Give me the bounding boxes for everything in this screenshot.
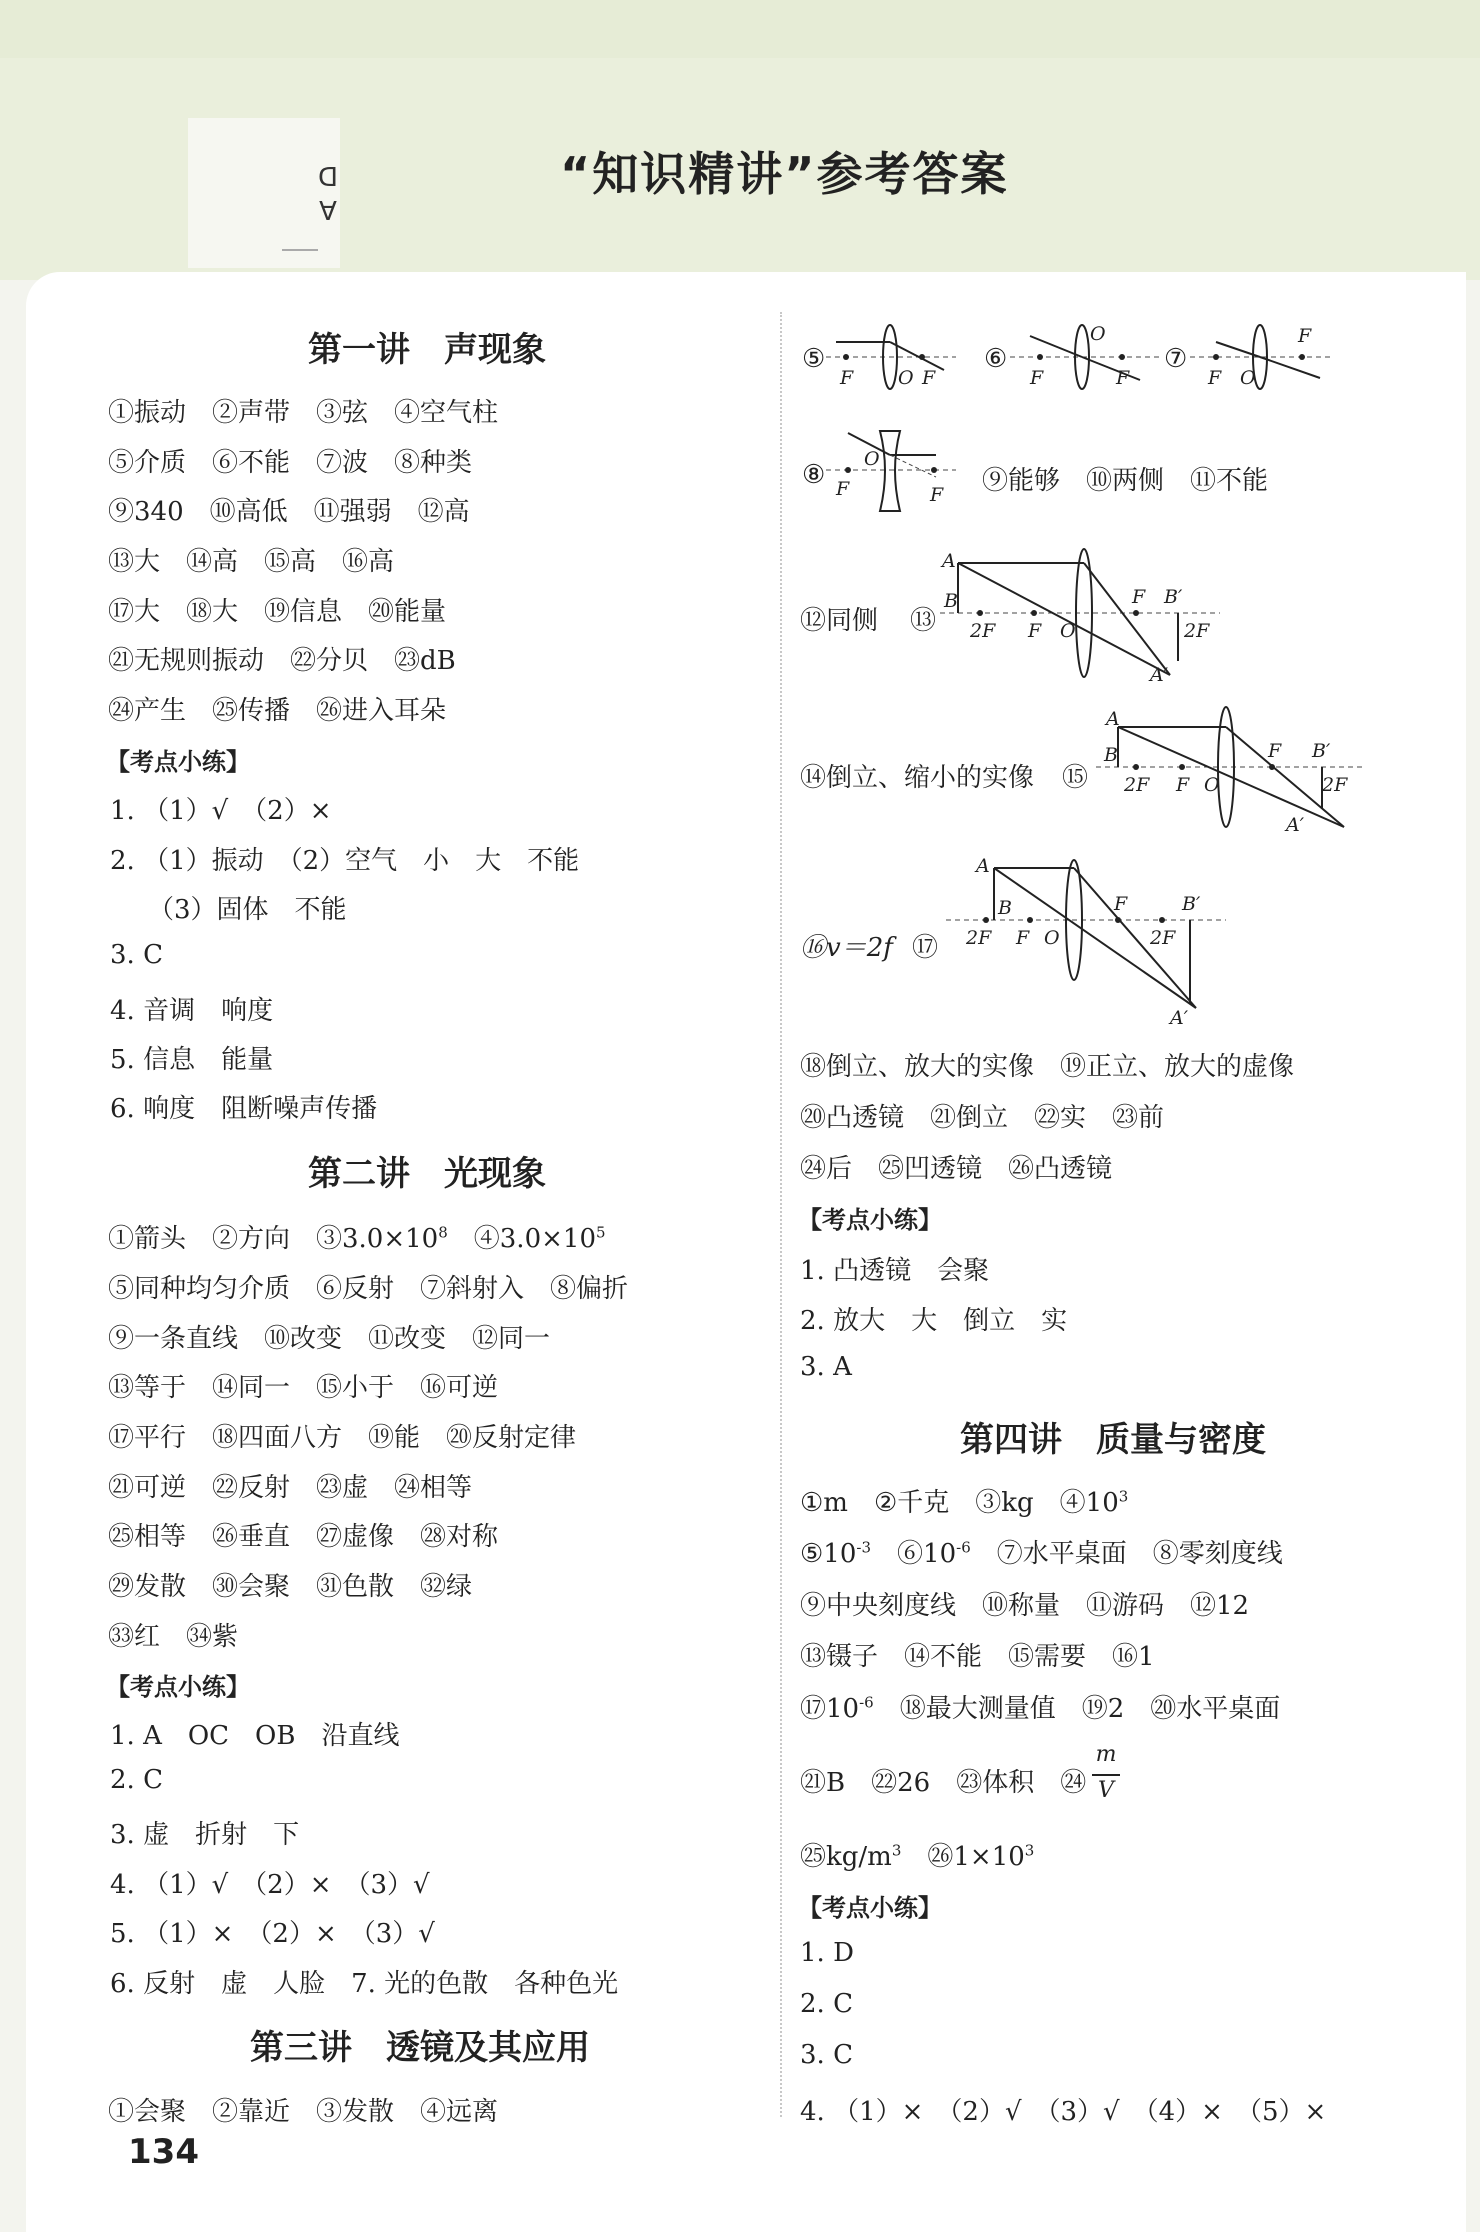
answer-line: ㉔后 ㉕凹透镜 ㉖凸透镜	[800, 1154, 1113, 1184]
label-F: F	[1298, 325, 1312, 347]
label-O: O	[1060, 620, 1076, 642]
answer-line	[800, 1688, 1280, 1725]
label-B: B	[998, 897, 1012, 919]
answer-text: ⑰10	[800, 1694, 860, 1724]
answer-text: ①m ②千克 ③kg ④10	[800, 1488, 1119, 1518]
point-F	[1179, 764, 1185, 770]
exponent: -6	[956, 1538, 971, 1557]
practice-line: 3. C	[110, 940, 163, 970]
answer-text: ①箭头 ②方向 ③3.0×10	[108, 1224, 439, 1254]
focus-point	[845, 467, 851, 473]
answer-text: ⑥10	[871, 1539, 957, 1569]
answer-text: ㉕kg/m	[800, 1842, 892, 1872]
point-F	[1031, 610, 1037, 616]
label-A-prime: A′	[1170, 1007, 1189, 1029]
focus-point	[931, 467, 937, 473]
label-B: B	[1104, 744, 1118, 766]
label-O: O	[1240, 367, 1256, 389]
label-B: B	[944, 590, 958, 612]
lens-diagram-6	[1010, 322, 1160, 392]
practice-title: 【考点小练】	[106, 748, 250, 776]
label-2F: 2F	[1184, 620, 1210, 642]
practice-line: 4. （1）√ （2）× （3）√	[110, 1870, 430, 1900]
label-B-prime: B′	[1312, 740, 1331, 762]
practice-line: 5. 信息 能量	[110, 1045, 274, 1075]
answer-line: ⑯v＝2f	[800, 933, 893, 963]
label-F: F	[922, 367, 936, 389]
answer-line: ⑤同种均匀介质 ⑥反射 ⑦斜射入 ⑧偏折	[108, 1274, 629, 1304]
practice-line: 1. 凸透镜 会聚	[800, 1256, 990, 1286]
exponent: 8	[438, 1223, 448, 1242]
answer-text: ㉖1×10	[901, 1842, 1025, 1872]
practice-line: 3. C	[800, 2040, 853, 2070]
answer-marker: ⑧	[802, 460, 826, 490]
lens-diagram-8	[826, 425, 956, 520]
label-A: A	[1106, 708, 1120, 730]
label-F: F	[930, 484, 944, 506]
answer-line: ㉙发散 ㉚会聚 ㉛色散 ㉜绿	[108, 1572, 473, 1602]
label-O: O	[1204, 774, 1220, 796]
tab-divider	[282, 249, 318, 251]
column-divider	[780, 312, 782, 2117]
label-F: F	[1132, 586, 1146, 608]
label-A: A	[976, 855, 990, 877]
practice-title: 【考点小练】	[106, 1673, 250, 1701]
exponent: 3	[891, 1841, 902, 1860]
answer-text: ④3.0×10	[447, 1224, 596, 1254]
label-2F: 2F	[1150, 927, 1176, 949]
chapter-tab-letters: AD	[317, 160, 338, 224]
answer-line	[800, 1482, 1128, 1519]
lens-diagram-15	[1096, 705, 1366, 840]
label-2F: 2F	[970, 620, 996, 642]
focus-point	[1119, 354, 1125, 360]
answer-line: ⑬等于 ⑭同一 ⑮小于 ⑯可逆	[108, 1373, 499, 1403]
point-F	[1115, 917, 1121, 923]
point-2F	[1159, 917, 1165, 923]
lens-diagram-17	[946, 855, 1226, 1029]
ray-extension	[890, 455, 936, 477]
ray	[1030, 336, 1082, 357]
answer-line: ⑳凸透镜 ㉑倒立 ㉒实 ㉓前	[800, 1103, 1165, 1133]
answer-line: ⑱倒立、放大的实像 ⑲正立、放大的虚像	[800, 1052, 1295, 1082]
answer-line: ㉑B ㉒26 ㉓体积 ㉔	[800, 1768, 1087, 1798]
answer-text: ⑦水平桌面 ⑧零刻度线	[970, 1539, 1283, 1569]
focus-point	[1213, 354, 1219, 360]
answer-line: ⑬大 ⑭高 ⑮高 ⑯高	[108, 547, 395, 577]
label-F: F	[1116, 367, 1130, 389]
practice-line: 1. D	[800, 1938, 854, 1968]
answer-line	[108, 1218, 606, 1255]
page-title: “知识精讲”参考答案	[560, 147, 1009, 201]
practice-title: 【考点小练】	[798, 1894, 942, 1922]
exponent: -3	[856, 1538, 872, 1557]
answer-line: ①振动 ②声带 ③弦 ④空气柱	[108, 398, 499, 428]
label-A-prime: A′	[1286, 814, 1305, 836]
label-F: F	[1016, 927, 1030, 949]
practice-line: 1. （1）√ （2）×	[110, 796, 332, 826]
answer-line: ㉔产生 ㉕传播 ㉖进入耳朵	[108, 696, 447, 726]
label-F: F	[1268, 740, 1282, 762]
point-2F	[983, 917, 989, 923]
fraction-numerator: m	[1095, 1742, 1117, 1767]
answer-line: ⑤介质 ⑥不能 ⑦波 ⑧种类	[108, 448, 473, 478]
label-F: F	[1208, 367, 1222, 389]
answer-line: ⑬镊子 ⑭不能 ⑮需要 ⑯1	[800, 1642, 1155, 1672]
focus-point	[1299, 354, 1305, 360]
exponent: 3	[1118, 1487, 1129, 1506]
point-F	[1133, 610, 1139, 616]
answer-line: ⑨能够 ⑩两侧 ⑪不能	[982, 466, 1269, 496]
focus-point	[919, 354, 925, 360]
point-F	[1027, 917, 1033, 923]
label-A-prime: A′	[1150, 664, 1169, 686]
lens-diagram-13	[940, 545, 1220, 685]
answer-line	[800, 1836, 1034, 1873]
answer-line: ㉑无规则振动 ㉒分贝 ㉓dB	[108, 646, 456, 676]
ray	[890, 342, 944, 370]
practice-line: 2. 放大 大 倒立 实	[800, 1306, 1068, 1336]
label-2F: 2F	[1124, 774, 1150, 796]
label-B-prime: B′	[1164, 586, 1183, 608]
exponent: 5	[595, 1223, 606, 1242]
ray	[1084, 563, 1170, 675]
practice-line: 4. 音调 响度	[110, 996, 274, 1026]
point-2F	[1133, 764, 1139, 770]
fraction-denominator: V	[1098, 1778, 1114, 1803]
practice-title: 【考点小练】	[798, 1206, 942, 1234]
practice-line: 6. 响度 阻断噪声传播	[110, 1094, 378, 1124]
section1-title: 第一讲 声现象	[308, 330, 546, 370]
answer-line: ⑭倒立、缩小的实像	[800, 763, 1035, 793]
label-F: F	[1028, 620, 1042, 642]
practice-line: 4. （1）× （2）√ （3）√ （4）× （5）×	[800, 2097, 1327, 2127]
answer-line: ㉝红 ㉞紫	[108, 1622, 239, 1652]
answer-marker: ⑰	[912, 933, 939, 963]
answer-marker: ⑮	[1062, 763, 1089, 793]
answer-line: ⑨一条直线 ⑩改变 ⑪改变 ⑫同一	[108, 1324, 551, 1354]
label-O: O	[898, 367, 914, 389]
label-B-prime: B′	[1182, 893, 1201, 915]
page-number: 134	[128, 2132, 199, 2172]
point-F	[1269, 764, 1275, 770]
practice-line: 3. A	[800, 1352, 852, 1382]
focus-point	[1037, 354, 1043, 360]
practice-line: 1. A OC OB 沿直线	[110, 1721, 400, 1751]
answer-line: ⑨340 ⑩高低 ⑪强弱 ⑫高	[108, 497, 470, 527]
ray	[958, 563, 1170, 675]
answer-line: ㉑可逆 ㉒反射 ㉓虚 ㉔相等	[108, 1473, 473, 1503]
answer-line: ①会聚 ②靠近 ③发散 ④远离	[108, 2097, 499, 2127]
answer-marker: ⑥	[984, 344, 1008, 374]
focus-point	[843, 354, 849, 360]
ray	[1082, 357, 1140, 380]
lens-diagram-7	[1190, 322, 1330, 392]
label-F: F	[1114, 893, 1128, 915]
point-2F	[977, 610, 983, 616]
practice-line: 6. 反射 虚 人脸 7. 光的色散 各种色光	[110, 1969, 619, 1999]
label-F: F	[1176, 774, 1190, 796]
section3-title: 第三讲 透镜及其应用	[250, 2028, 590, 2068]
label-2F: 2F	[1322, 774, 1348, 796]
practice-line: 5. （1）× （2）× （3）√	[110, 1919, 435, 1949]
answer-marker: ⑤	[802, 344, 826, 374]
label-A: A	[942, 550, 956, 572]
answer-text: ⑤10	[800, 1539, 857, 1569]
section2-title: 第二讲 光现象	[308, 1154, 546, 1194]
answer-line: ⑨中央刻度线 ⑩称量 ⑪游码 ⑫12	[800, 1591, 1250, 1621]
label-2F: 2F	[966, 927, 992, 949]
exponent: -6	[859, 1693, 874, 1712]
ray	[1260, 357, 1320, 378]
practice-line: 3. 虚 折射 下	[110, 1820, 300, 1850]
answer-line: ⑰平行 ⑱四面八方 ⑲能 ⑳反射定律	[108, 1423, 577, 1453]
practice-line: 2. C	[110, 1765, 163, 1795]
answer-line	[800, 1533, 1283, 1570]
answer-line: ⑰大 ⑱大 ⑲信息 ⑳能量	[108, 597, 447, 627]
fraction-bar	[1092, 1774, 1120, 1776]
label-O: O	[1044, 927, 1060, 949]
answer-line: ㉕相等 ㉖垂直 ㉗虚像 ㉘对称	[108, 1522, 499, 1552]
practice-line: 2. C	[800, 1989, 853, 2019]
concave-lens	[880, 431, 900, 511]
label-O: O	[1090, 323, 1106, 345]
label-F: F	[840, 367, 854, 389]
practice-line: （3）固体 不能	[148, 895, 347, 925]
exponent: 3	[1024, 1841, 1035, 1860]
practice-line: 2. （1）振动 （2）空气 小 大 不能	[110, 846, 580, 876]
answer-marker: ⑦	[1164, 344, 1188, 374]
label-F: F	[836, 478, 850, 500]
label-F: F	[1030, 367, 1044, 389]
ray	[1074, 868, 1196, 1008]
lens-diagram-5	[826, 322, 956, 392]
section4-title: 第四讲 质量与密度	[960, 1420, 1266, 1460]
answer-marker: ⑬	[910, 606, 937, 636]
answer-text: ⑱最大测量值 ⑲2 ⑳水平桌面	[873, 1694, 1281, 1724]
header-stripe	[0, 0, 1480, 58]
answer-line: ⑫同侧	[800, 606, 879, 636]
label-O: O	[864, 448, 880, 470]
